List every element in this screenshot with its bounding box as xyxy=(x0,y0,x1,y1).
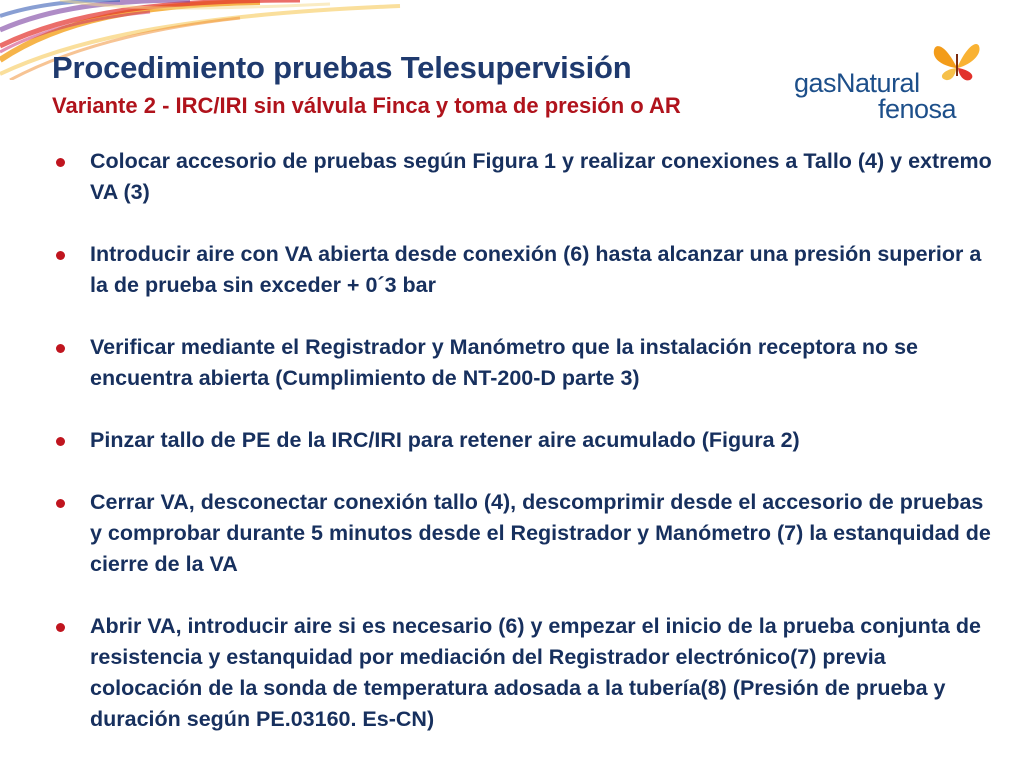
bullet-text: Pinzar tallo de PE de la IRC/IRI para retener aire acumulado (Figura 2) xyxy=(90,428,800,452)
logo-text-fenosa: fenosa xyxy=(878,94,957,124)
bullet-item xyxy=(52,239,992,301)
bullet-dot xyxy=(56,251,65,260)
bullet-item xyxy=(52,611,992,735)
bullet-dot xyxy=(56,437,65,446)
company-logo xyxy=(794,36,994,126)
bullet-dot xyxy=(56,623,65,632)
bullet-item xyxy=(52,332,992,394)
page-subtitle: Variante 2 - IRC/IRI sin válvula Finca y toma de presión o AR xyxy=(52,93,681,118)
bullet-dot xyxy=(56,158,65,167)
bullet-text: Colocar accesorio de pruebas según Figura 1 y realizar conexiones a Tallo (4) y extremo VA (3) xyxy=(90,149,992,204)
bullet-text: Abrir VA, introducir aire si es necesario (6) y empezar el inicio de la prueba conjunta de resistencia y estanquidad por mediación del Registrador electrónico(7) previa colocación de la sonda de temperatura adosada a la tubería(8) (Presión de prueba y duración según PE.03160. Es-CN) xyxy=(90,614,981,731)
bullet-item xyxy=(52,425,992,456)
bullet-dot xyxy=(56,499,65,508)
bullet-text: Cerrar VA, desconectar conexión tallo (4), descomprimir desde el accesorio de pruebas y comprobar durante 5 minutos desde el Registrador y Manómetro (7) la estanquidad de cierre de la VA xyxy=(90,490,991,576)
bullet-item xyxy=(52,487,992,580)
logo-text-gasnatural: gasNatural xyxy=(794,68,920,98)
bullet-dot xyxy=(56,344,65,353)
bullet-item xyxy=(52,146,992,208)
butterfly-icon xyxy=(932,36,982,82)
bullet-text: Introducir aire con VA abierta desde conexión (6) hasta alcanzar una presión superior a la de prueba sin exceder + 0´3 bar xyxy=(90,242,982,297)
bullet-text: Verificar mediante el Registrador y Manómetro que la instalación receptora no se encuentra abierta (Cumplimiento de NT-200-D parte 3) xyxy=(90,335,919,390)
bullet-list xyxy=(52,146,992,735)
page-title: Procedimiento pruebas Telesupervisión xyxy=(52,50,632,85)
